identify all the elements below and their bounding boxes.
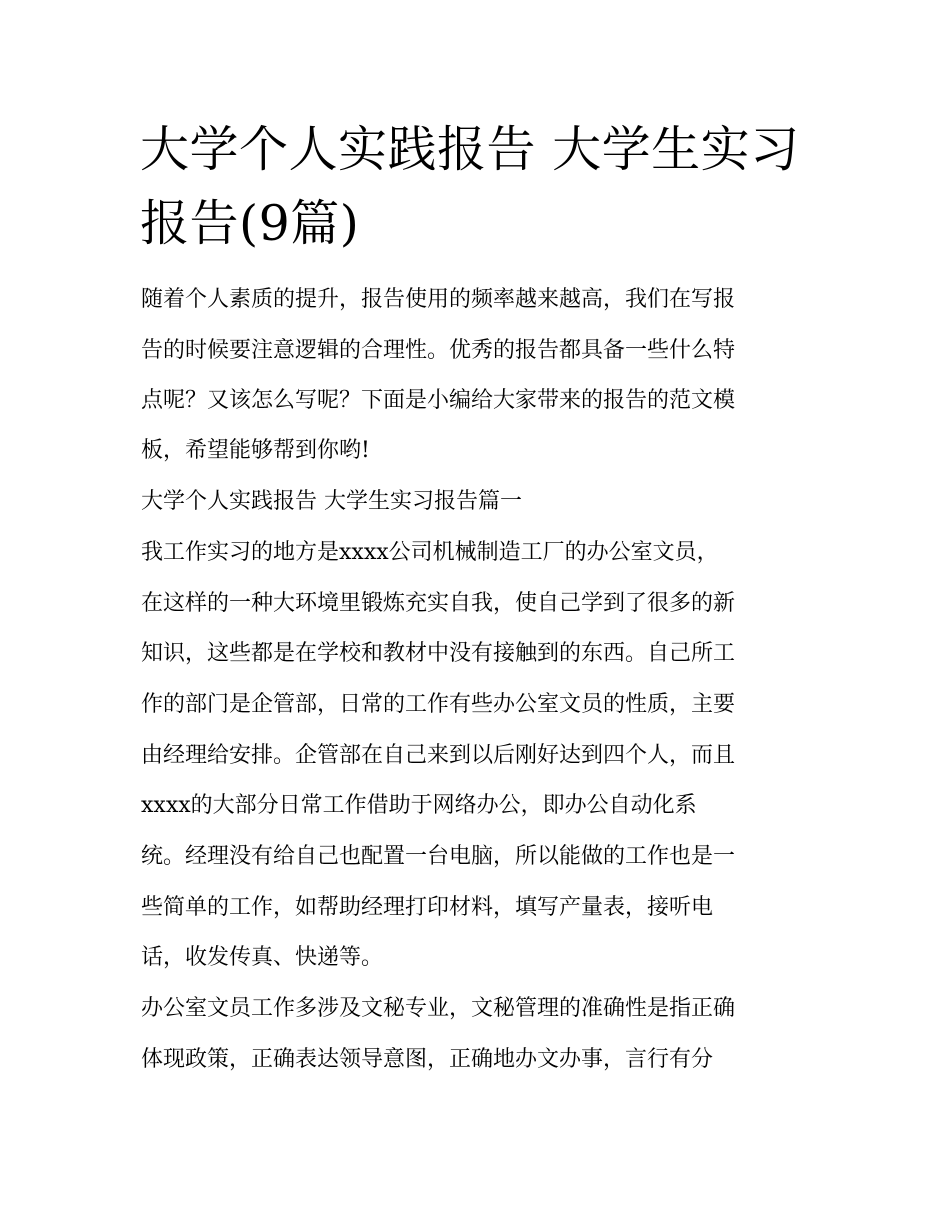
- section-heading: 大学个人实践报告 大学生实习报告篇一: [141, 489, 522, 514]
- paragraph-line: xxxx的大部分日常工作借助于网络办公，即办公自动化系: [141, 793, 697, 818]
- paragraph-line: 办公室文员工作多涉及文秘专业，文秘管理的准确性是指正确: [141, 996, 736, 1021]
- paragraph-line: 统。经理没有给自己也配置一台电脑，所以能做的工作也是一: [141, 844, 736, 869]
- intro-line: 随着个人素质的提升，报告使用的频率越来越高，我们在写报: [141, 287, 736, 312]
- paragraph-line: 由经理给安排。企管部在自己来到以后刚好达到四个人，而且: [141, 743, 736, 768]
- paragraph-line: 作的部门是企管部，日常的工作有些办公室文员的性质，主要: [141, 692, 736, 717]
- paragraph-line: 我工作实习的地方是xxxx公司机械制造工厂的办公室文员，: [141, 540, 719, 565]
- paragraph-line: 知识，这些都是在学校和教材中没有接触到的东西。自己所工: [141, 641, 736, 666]
- document-title: [140, 113, 820, 261]
- paragraph-line: 话，收发传真、快递等。: [141, 945, 384, 970]
- paragraph-line: 些简单的工作，如帮助经理打印材料，填写产量表，接听电: [141, 895, 714, 920]
- intro-line: 板，希望能够帮到你哟!: [141, 438, 370, 463]
- document-title-line-2: 报告(9篇): [140, 195, 360, 252]
- document-title-line-1: 大学个人实践报告 大学生实习: [140, 121, 800, 178]
- intro-line: 点呢？又该怎么写呢？下面是小编给大家带来的报告的范文模: [141, 388, 736, 413]
- paragraph-line: 体现政策，正确表达领导意图，正确地办文办事，言行有分: [141, 1047, 714, 1072]
- intro-line: 告的时候要注意逻辑的合理性。优秀的报告都具备一些什么特: [141, 338, 736, 363]
- paragraph-line: 在这样的一种大环境里锻炼充实自我，使自己学到了很多的新: [141, 591, 736, 616]
